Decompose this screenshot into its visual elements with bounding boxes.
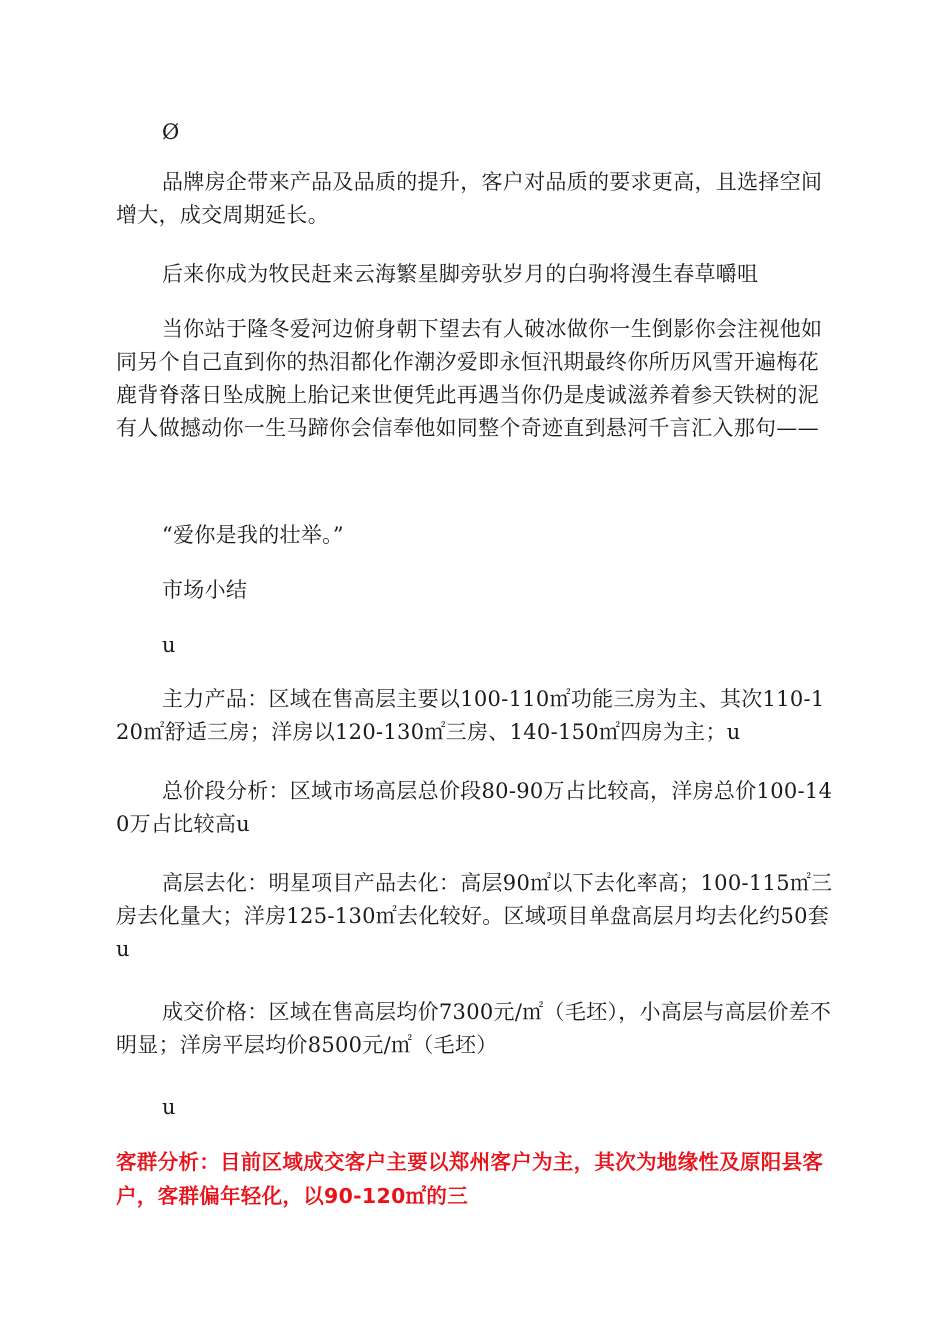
paragraph-deal-price: 成交价格：区域在售高层均价7300元/㎡（毛坯），小高层与高层价差不明显；洋房平层均价8500元/㎡（毛坯） [116, 1000, 832, 1057]
paragraph-brand: 品牌房企带来产品及品质的提升，客户对品质的要求更高，且选择空间增大，成交周期延长。 [116, 170, 823, 227]
bullet-u-2: u [162, 1095, 176, 1119]
heading-market-summary: 市场小结 [162, 578, 248, 602]
bullet-u-1: u [162, 633, 176, 657]
paragraph-customer-analysis: 客群分析：目前区域成交客户主要以郑州客户为主，其次为地缘性及原阳县客户，客群偏年轻化，以90-120㎡的三 [116, 1150, 824, 1208]
paragraph-main-product: 主力产品：区域在售高层主要以100-110㎡功能三房为主、其次110-120㎡舒适三房；洋房以120-130㎡三房、140-150㎡四房为主；u [116, 687, 825, 744]
paragraph-when: 当你站于隆冬爱河边俯身朝下望去有人破冰做你一生倒影你会注视他如同另个自己直到你的热泪都化作潮汐爱即永恒汛期最终你所历风雪开遍梅花鹿背脊落日坠成腕上胎记来世便凭此再遇当你仍是虔诚滋养着参天铁树的泥有人做撼动你一生马蹄你会信奉他如同整个奇迹直到悬河千言汇入那句—— [116, 317, 823, 440]
paragraph-quote: “爱你是我的壮举。” [162, 523, 344, 547]
paragraph-price-segment: 总价段分析：区域市场高层总价段80-90万占比较高，洋房总价100-140万占比较高u [116, 779, 833, 836]
paragraph-absorption: 高层去化：明星项目产品去化：高层90㎡以下去化率高；100-115㎡三房去化量大；洋房125-130㎡去化较好。区域项目单盘高层月均去化约50套u [116, 871, 833, 961]
bullet-symbol: Ø [162, 120, 180, 144]
paragraph-later: 后来你成为牧民赶来云海繁星脚旁驮岁月的白驹将漫生春草嚼咀 [162, 262, 759, 286]
